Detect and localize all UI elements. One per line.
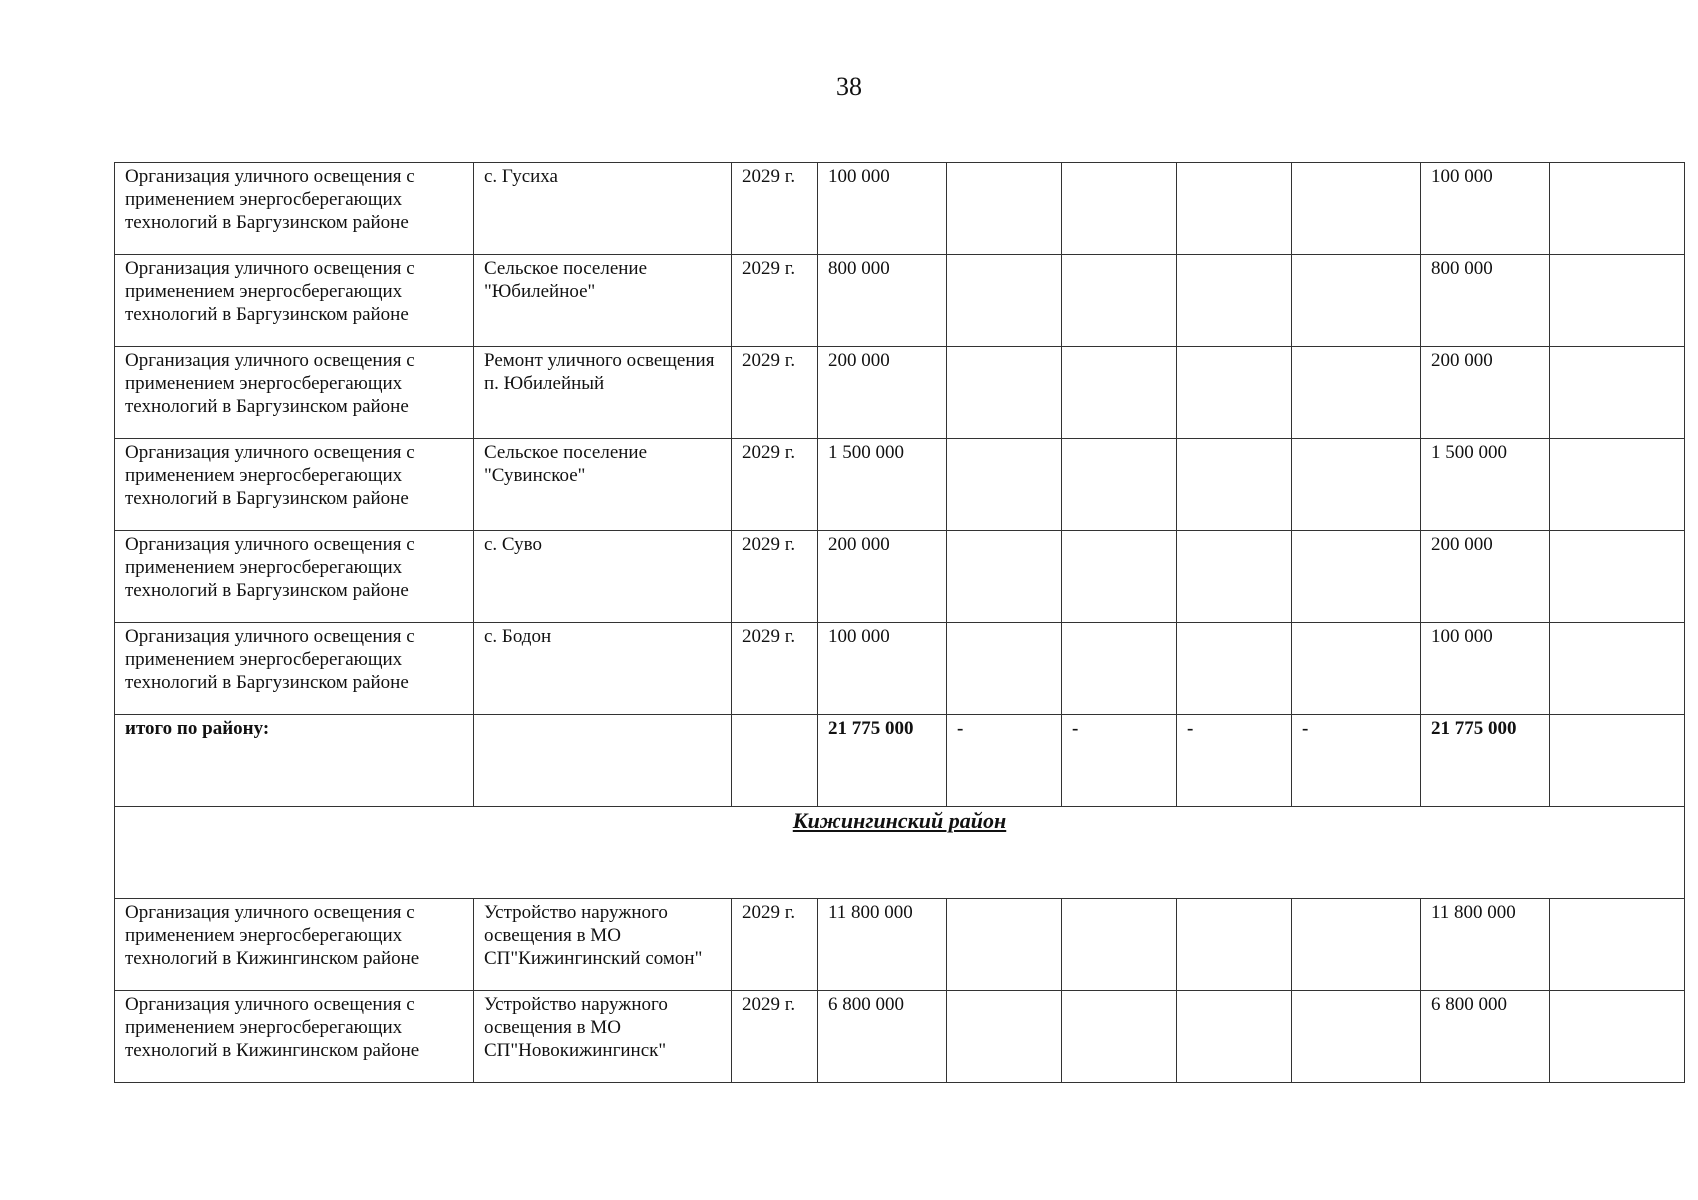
total-amount-cell: 100 000 <box>818 163 947 255</box>
measure-cell: итого по району: <box>115 715 474 807</box>
table-row <box>115 347 1685 439</box>
place-cell: с. Гусиха <box>474 163 732 255</box>
measure-cell: Организация уличного освещения с применением энергосберегающих технологий в Баргузинском районе <box>115 531 474 623</box>
amount-cell <box>1062 163 1177 255</box>
empty-cell <box>1550 163 1685 255</box>
table-row <box>115 163 1685 255</box>
place-cell: Ремонт уличного освещения п. Юбилейный <box>474 347 732 439</box>
total-amount-cell: 200 000 <box>818 531 947 623</box>
place-cell: Устройство наружного освещения в МО СП"Новокижингинск" <box>474 991 732 1083</box>
page-number: 38 <box>836 72 862 101</box>
funding-table <box>114 162 1685 1083</box>
place-cell: Сельское поселение "Юбилейное" <box>474 255 732 347</box>
amount-cell <box>1062 991 1177 1083</box>
source-amount-cell: 200 000 <box>1421 531 1550 623</box>
empty-cell <box>1550 715 1685 807</box>
amount-cell <box>947 255 1062 347</box>
year-cell: 2029 г. <box>732 163 818 255</box>
measure-cell: Организация уличного освещения с применением энергосберегающих технологий в Баргузинском районе <box>115 439 474 531</box>
empty-cell <box>1550 439 1685 531</box>
amount-cell <box>1062 899 1177 991</box>
source-amount-cell: 6 800 000 <box>1421 991 1550 1083</box>
place-cell: с. Бодон <box>474 623 732 715</box>
source-amount-cell: 800 000 <box>1421 255 1550 347</box>
empty-cell <box>1550 991 1685 1083</box>
year-cell: 2029 г. <box>732 439 818 531</box>
table-row <box>115 991 1685 1083</box>
measure-cell: Организация уличного освещения с применением энергосберегающих технологий в Баргузинском районе <box>115 623 474 715</box>
amount-cell <box>947 899 1062 991</box>
amount-cell <box>1062 255 1177 347</box>
total-row <box>115 715 1685 807</box>
source-amount-cell: 100 000 <box>1421 623 1550 715</box>
year-cell: 2029 г. <box>732 899 818 991</box>
place-cell: Сельское поселение "Сувинское" <box>474 439 732 531</box>
source-amount-cell: 21 775 000 <box>1421 715 1550 807</box>
table-body <box>115 163 1685 1083</box>
amount-cell <box>1292 531 1421 623</box>
amount-cell: - <box>1292 715 1421 807</box>
amount-cell <box>947 531 1062 623</box>
source-amount-cell: 100 000 <box>1421 163 1550 255</box>
amount-cell <box>1177 347 1292 439</box>
amount-cell <box>1062 439 1177 531</box>
amount-cell <box>947 623 1062 715</box>
table-row <box>115 255 1685 347</box>
amount-cell <box>1292 347 1421 439</box>
total-amount-cell: 200 000 <box>818 347 947 439</box>
amount-cell: - <box>1062 715 1177 807</box>
amount-cell <box>1292 899 1421 991</box>
empty-cell <box>1550 531 1685 623</box>
amount-cell <box>947 163 1062 255</box>
measure-cell: Организация уличного освещения с применением энергосберегающих технологий в Баргузинском районе <box>115 163 474 255</box>
amount-cell: - <box>1177 715 1292 807</box>
year-cell: 2029 г. <box>732 347 818 439</box>
amount-cell <box>1292 439 1421 531</box>
table-row <box>115 531 1685 623</box>
total-amount-cell: 100 000 <box>818 623 947 715</box>
source-amount-cell: 200 000 <box>1421 347 1550 439</box>
table-row <box>115 439 1685 531</box>
amount-cell <box>1292 991 1421 1083</box>
total-amount-cell: 1 500 000 <box>818 439 947 531</box>
amount-cell <box>947 347 1062 439</box>
amount-cell <box>1177 623 1292 715</box>
empty-cell <box>1550 347 1685 439</box>
year-cell: 2029 г. <box>732 531 818 623</box>
empty-cell <box>1550 899 1685 991</box>
amount-cell <box>947 991 1062 1083</box>
place-cell: Устройство наружного освещения в МО СП"Кижингинский сомон" <box>474 899 732 991</box>
total-amount-cell: 11 800 000 <box>818 899 947 991</box>
measure-cell: Организация уличного освещения с применением энергосберегающих технологий в Баргузинском районе <box>115 255 474 347</box>
amount-cell <box>1177 899 1292 991</box>
place-cell: с. Суво <box>474 531 732 623</box>
year-cell: 2029 г. <box>732 255 818 347</box>
year-cell <box>732 715 818 807</box>
total-amount-cell: 6 800 000 <box>818 991 947 1083</box>
amount-cell <box>1062 623 1177 715</box>
amount-cell <box>1177 439 1292 531</box>
table-row <box>115 899 1685 991</box>
empty-cell <box>1550 623 1685 715</box>
empty-cell <box>1550 255 1685 347</box>
amount-cell <box>947 439 1062 531</box>
table-row <box>115 623 1685 715</box>
amount-cell <box>1292 623 1421 715</box>
amount-cell <box>1177 531 1292 623</box>
amount-cell <box>1292 163 1421 255</box>
amount-cell <box>1062 531 1177 623</box>
district-title-cell <box>115 807 1685 899</box>
district-title-row <box>115 807 1685 899</box>
amount-cell <box>1177 163 1292 255</box>
district-title: Кижингинский район <box>792 808 1007 833</box>
amount-cell: - <box>947 715 1062 807</box>
measure-cell: Организация уличного освещения с применением энергосберегающих технологий в Баргузинском районе <box>115 347 474 439</box>
place-cell <box>474 715 732 807</box>
measure-cell: Организация уличного освещения с применением энергосберегающих технологий в Кижингинском районе <box>115 991 474 1083</box>
year-cell: 2029 г. <box>732 991 818 1083</box>
amount-cell <box>1177 255 1292 347</box>
amount-cell <box>1062 347 1177 439</box>
total-amount-cell: 800 000 <box>818 255 947 347</box>
measure-cell: Организация уличного освещения с применением энергосберегающих технологий в Кижингинском районе <box>115 899 474 991</box>
total-amount-cell: 21 775 000 <box>818 715 947 807</box>
source-amount-cell: 11 800 000 <box>1421 899 1550 991</box>
amount-cell <box>1292 255 1421 347</box>
source-amount-cell: 1 500 000 <box>1421 439 1550 531</box>
amount-cell <box>1177 991 1292 1083</box>
year-cell: 2029 г. <box>732 623 818 715</box>
